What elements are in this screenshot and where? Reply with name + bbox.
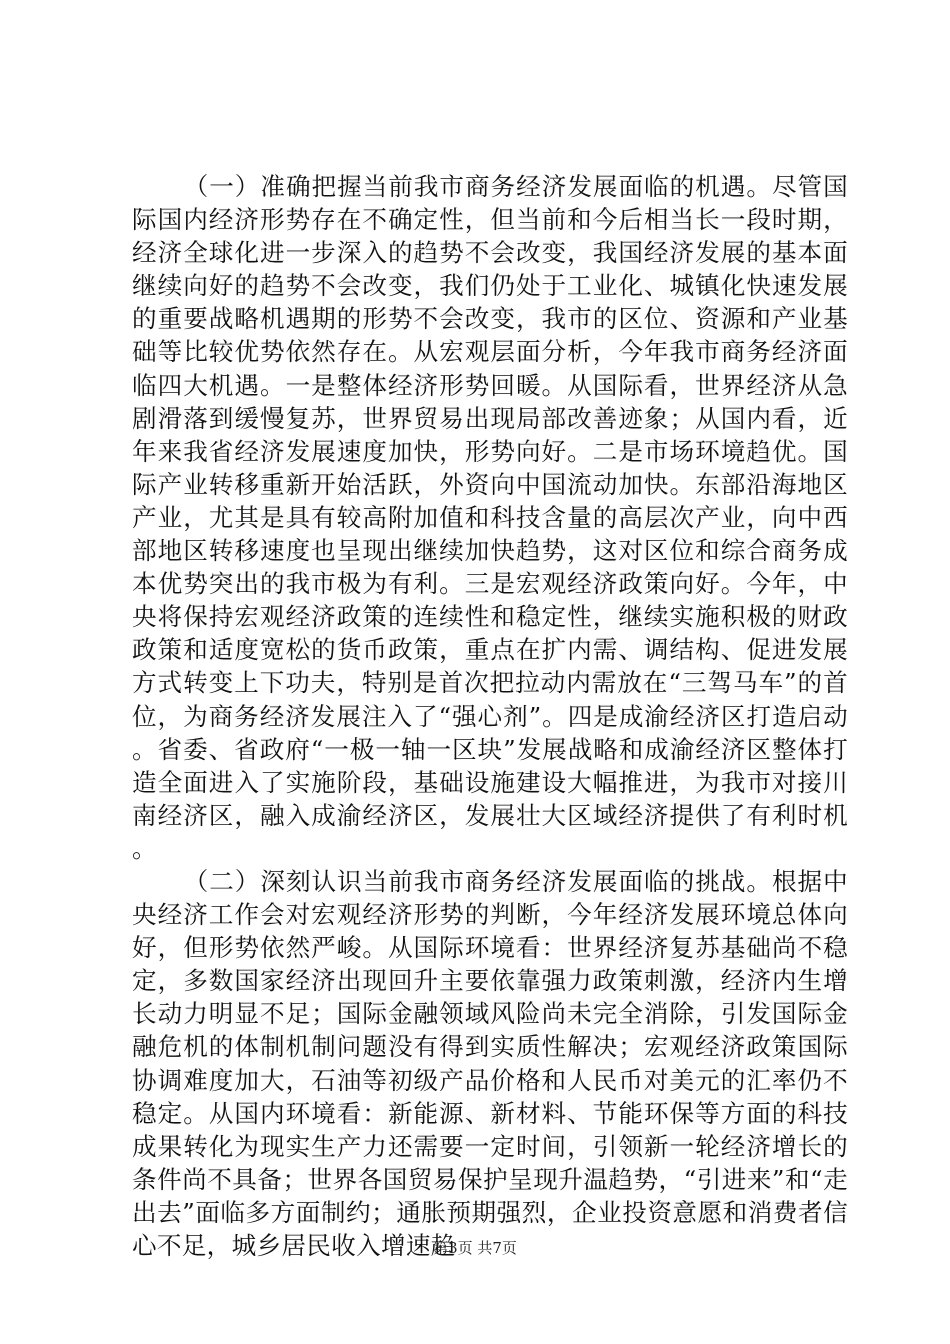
document-body: [132, 170, 848, 1262]
paragraph-challenges: （二）深刻认识当前我市商务经济发展面临的挑战。根据中央经济工作会对宏观经济形势的判断，今年经济发展环境总体向好，但形势依然严峻。从国际环境看：世界经济复苏基础尚不稳定，多数国家经济出现回升主要依靠强力政策刺激，经济内生增长动力明显不足；国际金融领域风险尚未完全消除，引发国际金融危机的体制机制问题没有得到实质性解决；宏观经济政策国际协调难度加大，石油等初级产品价格和人民币对美元的汇率仍不稳定。从国内环境看：新能源、新材料、节能环保等方面的科技成果转化为现实生产力还需要一定时间，引领新一轮经济增长的条件尚不具备；世界各国贸易保护呈现升温趋势，“引进来”和“走出去”面临多方面制约；通胀预期强烈，企业投资意愿和消费者信心不足，城乡居民收入增速趋: [132, 866, 848, 1260]
page-number-footer: 第3页 共7页: [433, 1239, 517, 1257]
paragraph-opportunities: （一）准确把握当前我市商务经济发展面临的机遇。尽管国际国内经济形势存在不确定性，但当前和今后相当长一段时期，经济全球化进一步深入的趋势不会改变，我国经济发展的基本面继续向好的趋势不会改变，我们仍处于工业化、城镇化快速发展的重要战略机遇期的形势不会改变，我市的区位、资源和产业基础等比较优势依然存在。从宏观层面分析，今年我市商务经济面临四大机遇。一是整体经济形势回暖。从国际看，世界经济从急剧滑落到缓慢复苏，世界贸易出现局部改善迹象；从国内看，近年来我省经济发展速度加快，形势向好。二是市场环境趋优。国际产业转移重新开始活跃，外资向中国流动加快。东部沿海地区产业，尤其是具有较高附加值和科技含量的高层次产业，向中西部地区转移速度也呈现出继续加快趋势，这对区位和综合商务成本优势突出的我市极为有利。三是宏观经济政策向好。今年，中央将保持宏观经济政策的连续性和稳定性，继续实施积极的财政政策和适度宽松的货币政策，重点在扩内需、调结构、促进发展方式转变上下功夫，特别是首次把拉动内需放在“三驾马车”的首位，为商务经济发展注入了“强心剂”。四是成渝经济区打造启动。省委、省政府“一极一轴一区块”发展战略和成渝经济区整体打造全面进入了实施阶段，基础设施建设大幅推进，为我市对接川南经济区，融入成渝经济区，发展壮大区域经济提供了有利时机。: [132, 172, 848, 863]
